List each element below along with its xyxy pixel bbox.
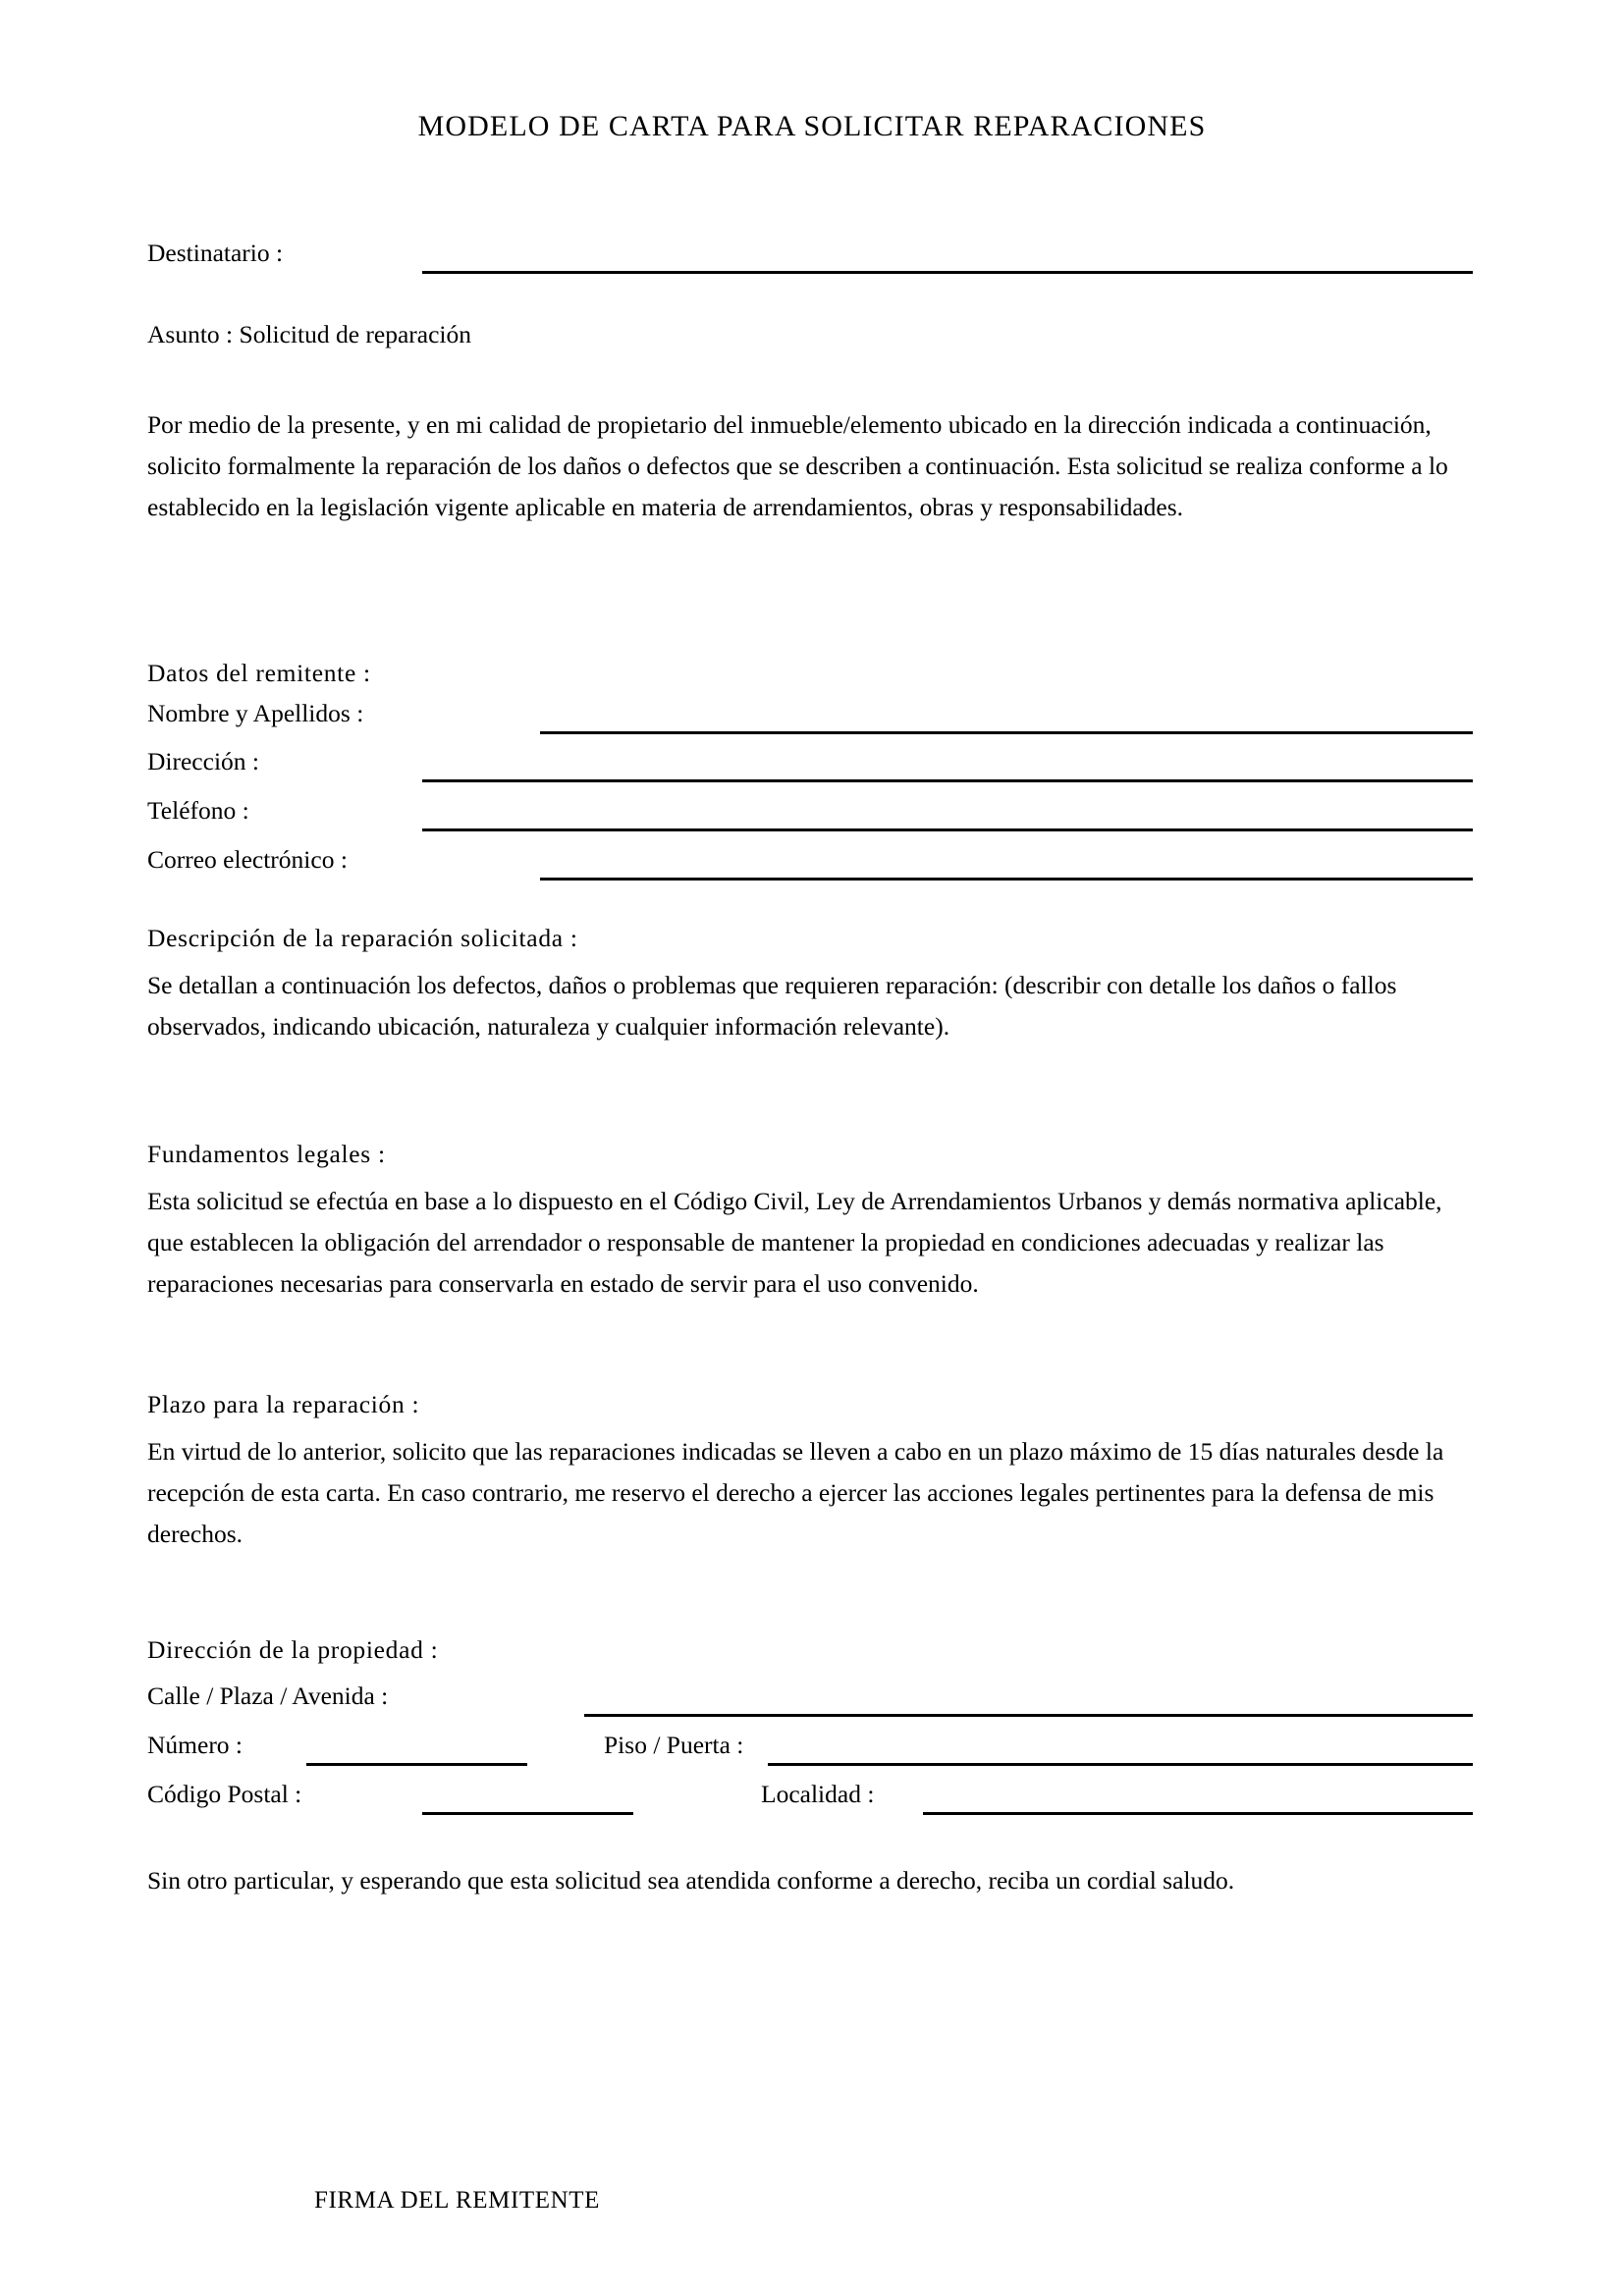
- sender-email-label: Correo electrónico :: [147, 845, 348, 874]
- subject-line: [147, 314, 1473, 355]
- property-section-heading: [147, 1629, 1473, 1671]
- street-field-row: [147, 1677, 1473, 1718]
- sender-email-field-row: [147, 840, 1473, 881]
- postal-locality-field-row: [147, 1775, 1473, 1816]
- sender-address-input-rule[interactable]: [422, 779, 1473, 782]
- deadline-section-body: [147, 1431, 1453, 1555]
- recipient-input-rule[interactable]: [422, 271, 1473, 274]
- sender-address-label: Dirección :: [147, 747, 259, 775]
- closing-paragraph-text: Sin otro particular, y esperando que esta solicitud sea atendida conforme a derecho, reciba un cordial saludo.: [147, 1866, 1235, 1895]
- sender-address-field-row: [147, 742, 1473, 783]
- description-body-text: Se detallan a continuación los defectos, daños o problemas que requieren reparación: (describir con detalle los daños o fallos observados, indicando ubicación, naturaleza y cualquier información relevante).: [147, 971, 1397, 1041]
- recipient-label: Destinatario :: [147, 239, 284, 267]
- postal-code-input-rule[interactable]: [422, 1812, 633, 1815]
- signature-label: FIRMA DEL REMITENTE: [314, 2187, 601, 2214]
- sender-section-heading: [147, 653, 1473, 694]
- street-input-rule[interactable]: [584, 1714, 1473, 1717]
- number-label: Número :: [147, 1731, 244, 1759]
- sender-phone-label: Teléfono :: [147, 796, 249, 825]
- intro-paragraph: [147, 404, 1478, 528]
- floor-door-label: Piso / Puerta :: [604, 1731, 744, 1759]
- sender-name-input-rule[interactable]: [540, 731, 1473, 734]
- description-section-body: [147, 965, 1463, 1047]
- locality-label: Localidad :: [761, 1780, 875, 1808]
- sender-heading-text: Datos del remitente :: [147, 659, 371, 687]
- deadline-heading-text: Plazo para la reparación :: [147, 1390, 420, 1418]
- number-floor-field-row: [147, 1726, 1473, 1767]
- recipient-field-row: [147, 234, 1473, 275]
- deadline-body-text: En virtud de lo anterior, solicito que las reparaciones indicadas se lleven a cabo en un plazo máximo de 15 días naturales desde la recepción de esta carta. En caso contrario, me reservo el derecho a ejercer las acciones legales pertinentes para la defensa de mis derechos.: [147, 1437, 1444, 1548]
- intro-paragraph-text: Por medio de la presente, y en mi calidad de propietario del inmueble/elemento ubicado en la dirección indicada a continuación, solicito formalmente la reparación de los daños o defectos que se describen a continuación. Esta solicitud se realiza conforme a lo establecido en la legislación vigente aplicable en materia de arrendamientos, obras y responsabilidades.: [147, 410, 1448, 521]
- sender-name-field-row: [147, 694, 1473, 735]
- sender-phone-input-rule[interactable]: [422, 828, 1473, 831]
- deadline-section-heading: [147, 1384, 1473, 1425]
- page-title: MODELO DE CARTA PARA SOLICITAR REPARACIONES: [417, 110, 1207, 142]
- sender-name-label: Nombre y Apellidos :: [147, 699, 364, 727]
- description-section-heading: [147, 918, 1473, 959]
- legal-body-text: Esta solicitud se efectúa en base a lo dispuesto en el Código Civil, Ley de Arrendamientos Urbanos y demás normativa aplicable, que establecen la obligación del arrendador o responsable de mantener la propiedad en condiciones adecuadas y realizar las reparaciones necesarias para conservarla en estado de servir para el uso convenido.: [147, 1187, 1442, 1298]
- locality-input-rule[interactable]: [923, 1812, 1473, 1815]
- sender-phone-field-row: [147, 791, 1473, 832]
- number-input-rule[interactable]: [306, 1763, 527, 1766]
- description-heading-text: Descripción de la reparación solicitada :: [147, 924, 578, 952]
- subject-text: Asunto : Solicitud de reparación: [147, 320, 472, 348]
- postal-code-label: Código Postal :: [147, 1780, 302, 1808]
- legal-section-heading: [147, 1134, 1473, 1175]
- closing-paragraph: [147, 1860, 1478, 1901]
- sender-email-input-rule[interactable]: [540, 878, 1473, 881]
- floor-door-input-rule[interactable]: [768, 1763, 1473, 1766]
- legal-section-body: [147, 1181, 1478, 1305]
- property-heading-text: Dirección de la propiedad :: [147, 1635, 439, 1664]
- legal-heading-text: Fundamentos legales :: [147, 1140, 386, 1168]
- street-label: Calle / Plaza / Avenida :: [147, 1682, 389, 1710]
